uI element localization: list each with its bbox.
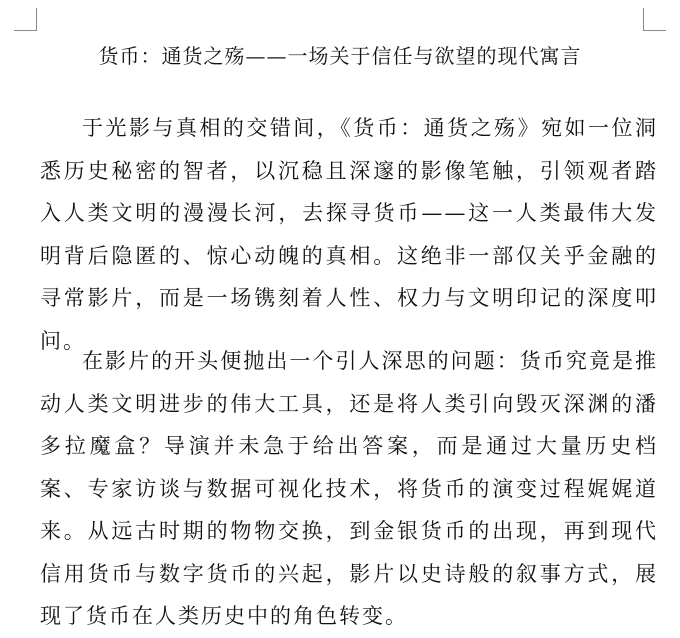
paragraph-1: 于光影与真相的交错间，《货币：通货之殇》宛如一位洞悉历史秘密的智者，以沉稳且深邃的影像笔触，引领观者踏入人类文明的漫漫长河，去探寻货币——这一人类最伟大发明背后隐匿的、惊心动魄的真相。这绝非一部仅关乎金融的寻常影片，而是一场镌刻着人性、权力与文明印记的深度叩问。	[40, 116, 658, 353]
paragraph-2: 在影片的开头便抛出一个引人深思的问题：货币究竟是推动人类文明进步的伟大工具，还是将人类引向毁灭深渊的潘多拉魔盒？导演并未急于给出答案，而是通过大量历史档案、专家访谈与数据可视化技术，将货币的演变过程娓娓道来。从远古时期的物物交换，到金银货币的出现，再到现代信用货币与数字货币的兴起，影片以史诗般的叙事方式，展现了货币在人类历史中的角色转变。	[40, 349, 658, 628]
page-corner-mark-top-right	[643, 8, 666, 31]
document-title: 货币：通货之殇——一场关于信任与欲望的现代寓言	[98, 44, 582, 68]
page-corner-mark-top-left	[14, 8, 37, 31]
